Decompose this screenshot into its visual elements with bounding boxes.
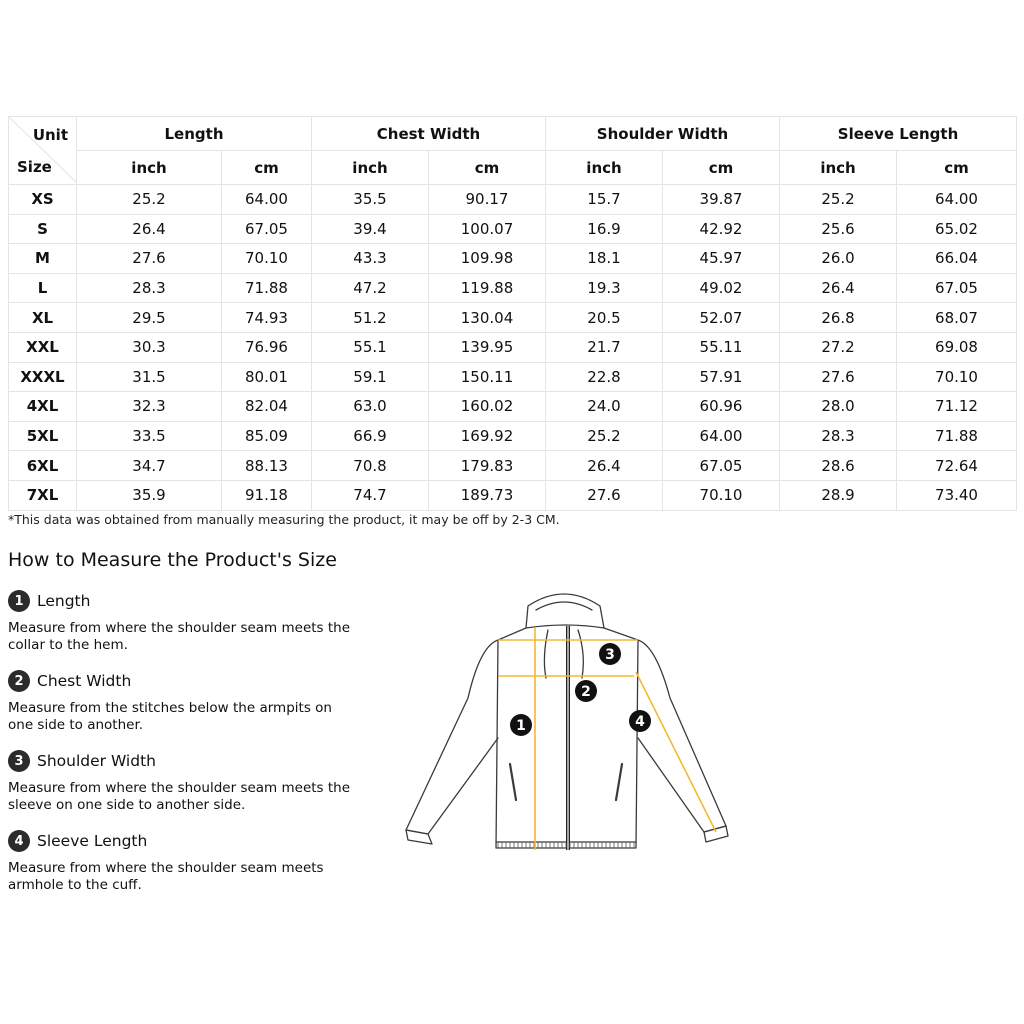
measurement-cell: 74.7 bbox=[312, 480, 429, 510]
svg-text:3: 3 bbox=[605, 647, 615, 663]
marker-1 bbox=[510, 714, 532, 736]
step-sleeve-length bbox=[8, 830, 368, 894]
measurement-cell: 82.04 bbox=[222, 392, 312, 422]
measurement-note: *This data was obtained from manually measuring the product, it may be off by 2-3 CM. bbox=[8, 512, 560, 527]
size-cell: 7XL bbox=[9, 480, 77, 510]
table-row bbox=[9, 480, 1017, 510]
measurement-cell: 100.07 bbox=[429, 214, 546, 244]
table-body bbox=[9, 185, 1017, 511]
measurement-cell: 64.00 bbox=[663, 421, 780, 451]
header-length: Length bbox=[77, 117, 312, 151]
measurement-cell: 80.01 bbox=[222, 362, 312, 392]
guide-title: How to Measure the Product's Size bbox=[8, 549, 337, 571]
step-description: Measure from the stitches below the armpits on one side to another. bbox=[8, 700, 332, 733]
measurement-cell: 71.88 bbox=[222, 273, 312, 303]
unit-header: inch bbox=[546, 151, 663, 185]
measurement-cell: 27.2 bbox=[780, 332, 897, 362]
measurement-cell: 52.07 bbox=[663, 303, 780, 333]
measurement-cell: 65.02 bbox=[897, 214, 1017, 244]
measurement-cell: 88.13 bbox=[222, 451, 312, 481]
measurement-cell: 31.5 bbox=[77, 362, 222, 392]
size-cell: XXXL bbox=[9, 362, 77, 392]
measurement-cell: 179.83 bbox=[429, 451, 546, 481]
step-label: Shoulder Width bbox=[37, 752, 156, 770]
measurement-cell: 30.3 bbox=[77, 332, 222, 362]
measurement-cell: 70.10 bbox=[663, 480, 780, 510]
measurement-cell: 33.5 bbox=[77, 421, 222, 451]
measurement-cell: 25.2 bbox=[77, 185, 222, 215]
table-row bbox=[9, 244, 1017, 274]
measurement-cell: 67.05 bbox=[222, 214, 312, 244]
measurement-cell: 39.4 bbox=[312, 214, 429, 244]
measurement-cell: 25.2 bbox=[546, 421, 663, 451]
measurement-cell: 28.3 bbox=[780, 421, 897, 451]
measurement-cell: 59.1 bbox=[312, 362, 429, 392]
table-row bbox=[9, 332, 1017, 362]
table-row bbox=[9, 451, 1017, 481]
measurement-cell: 25.6 bbox=[780, 214, 897, 244]
measurement-cell: 16.9 bbox=[546, 214, 663, 244]
measurement-cell: 28.3 bbox=[77, 273, 222, 303]
measurement-cell: 72.64 bbox=[897, 451, 1017, 481]
size-cell: S bbox=[9, 214, 77, 244]
marker-2 bbox=[575, 680, 597, 702]
measurement-cell: 73.40 bbox=[897, 480, 1017, 510]
table-row bbox=[9, 421, 1017, 451]
step-label: Length bbox=[37, 592, 91, 610]
header-chest-width: Chest Width bbox=[312, 117, 546, 151]
svg-text:4: 4 bbox=[635, 714, 645, 730]
measurement-cell: 15.7 bbox=[546, 185, 663, 215]
measurement-cell: 55.1 bbox=[312, 332, 429, 362]
measurement-cell: 43.3 bbox=[312, 244, 429, 274]
header-shoulder-width: Shoulder Width bbox=[546, 117, 780, 151]
measurement-cell: 26.0 bbox=[780, 244, 897, 274]
size-chart-table bbox=[8, 116, 1017, 511]
measurement-cell: 26.4 bbox=[780, 273, 897, 303]
measurement-cell: 21.7 bbox=[546, 332, 663, 362]
measurement-cell: 139.95 bbox=[429, 332, 546, 362]
unit-header: cm bbox=[222, 151, 312, 185]
step-shoulder-width bbox=[8, 750, 368, 814]
measurement-cell: 27.6 bbox=[546, 480, 663, 510]
size-cell: XS bbox=[9, 185, 77, 215]
measurement-cell: 28.6 bbox=[780, 451, 897, 481]
measurement-cell: 63.0 bbox=[312, 392, 429, 422]
measurement-cell: 66.9 bbox=[312, 421, 429, 451]
table-row bbox=[9, 273, 1017, 303]
measurement-cell: 119.88 bbox=[429, 273, 546, 303]
unit-header: cm bbox=[897, 151, 1017, 185]
unit-size-corner-cell bbox=[9, 117, 77, 185]
measurement-cell: 34.7 bbox=[77, 451, 222, 481]
unit-header: inch bbox=[780, 151, 897, 185]
size-cell: XXL bbox=[9, 332, 77, 362]
measurement-cell: 26.4 bbox=[546, 451, 663, 481]
measurement-cell: 35.5 bbox=[312, 185, 429, 215]
measurement-cell: 70.10 bbox=[222, 244, 312, 274]
measurement-cell: 27.6 bbox=[780, 362, 897, 392]
measurement-cell: 189.73 bbox=[429, 480, 546, 510]
svg-text:2: 2 bbox=[581, 684, 591, 700]
measurement-cell: 28.9 bbox=[780, 480, 897, 510]
step-number-badge: 1 bbox=[8, 590, 30, 612]
size-cell: XL bbox=[9, 303, 77, 333]
step-label: Sleeve Length bbox=[37, 832, 148, 850]
size-cell: 6XL bbox=[9, 451, 77, 481]
size-label: Size bbox=[17, 158, 52, 176]
measurement-cell: 51.2 bbox=[312, 303, 429, 333]
measurement-cell: 150.11 bbox=[429, 362, 546, 392]
measurement-cell: 49.02 bbox=[663, 273, 780, 303]
measurement-cell: 71.12 bbox=[897, 392, 1017, 422]
measurement-cell: 70.8 bbox=[312, 451, 429, 481]
measurement-cell: 76.96 bbox=[222, 332, 312, 362]
unit-header: inch bbox=[312, 151, 429, 185]
step-number-badge: 3 bbox=[8, 750, 30, 772]
measurement-cell: 67.05 bbox=[897, 273, 1017, 303]
step-description: Measure from where the shoulder seam meets the collar to the hem. bbox=[8, 620, 351, 653]
jacket-diagram bbox=[398, 588, 738, 858]
measurement-cell: 26.4 bbox=[77, 214, 222, 244]
measurement-cell: 68.07 bbox=[897, 303, 1017, 333]
measurement-cell: 71.88 bbox=[897, 421, 1017, 451]
measurement-cell: 35.9 bbox=[77, 480, 222, 510]
measurement-cell: 85.09 bbox=[222, 421, 312, 451]
header-sleeve-length: Sleeve Length bbox=[780, 117, 1017, 151]
step-label: Chest Width bbox=[37, 672, 132, 690]
measurement-cell: 130.04 bbox=[429, 303, 546, 333]
size-cell: 4XL bbox=[9, 392, 77, 422]
measurement-cell: 22.8 bbox=[546, 362, 663, 392]
table-row bbox=[9, 214, 1017, 244]
table-row bbox=[9, 303, 1017, 333]
measurement-cell: 169.92 bbox=[429, 421, 546, 451]
table-row bbox=[9, 362, 1017, 392]
size-cell: 5XL bbox=[9, 421, 77, 451]
measurement-cell: 32.3 bbox=[77, 392, 222, 422]
measurement-cell: 19.3 bbox=[546, 273, 663, 303]
measurement-cell: 20.5 bbox=[546, 303, 663, 333]
marker-4 bbox=[629, 710, 651, 732]
measurement-cell: 28.0 bbox=[780, 392, 897, 422]
measurement-cell: 47.2 bbox=[312, 273, 429, 303]
step-chest-width bbox=[8, 670, 368, 734]
measurement-cell: 29.5 bbox=[77, 303, 222, 333]
hem-ribbing bbox=[498, 842, 634, 848]
step-number-badge: 4 bbox=[8, 830, 30, 852]
measurement-cell: 27.6 bbox=[77, 244, 222, 274]
measurement-cell: 39.87 bbox=[663, 185, 780, 215]
measurement-cell: 26.8 bbox=[780, 303, 897, 333]
measurement-cell: 45.97 bbox=[663, 244, 780, 274]
measurement-cell: 69.08 bbox=[897, 332, 1017, 362]
unit-header: cm bbox=[663, 151, 780, 185]
step-description: Measure from where the shoulder seam meets armhole to the cuff. bbox=[8, 860, 324, 893]
measurement-cell: 91.18 bbox=[222, 480, 312, 510]
marker-3 bbox=[599, 643, 621, 665]
measurement-cell: 18.1 bbox=[546, 244, 663, 274]
unit-header: cm bbox=[429, 151, 546, 185]
measurement-cell: 64.00 bbox=[897, 185, 1017, 215]
measurement-cell: 74.93 bbox=[222, 303, 312, 333]
measurement-cell: 160.02 bbox=[429, 392, 546, 422]
measurement-cell: 57.91 bbox=[663, 362, 780, 392]
measurement-cell: 55.11 bbox=[663, 332, 780, 362]
measurement-cell: 109.98 bbox=[429, 244, 546, 274]
step-description: Measure from where the shoulder seam meets the sleeve on one side to another side. bbox=[8, 780, 351, 813]
measurement-cell: 66.04 bbox=[897, 244, 1017, 274]
size-cell: M bbox=[9, 244, 77, 274]
measurement-cell: 25.2 bbox=[780, 185, 897, 215]
measurement-cell: 24.0 bbox=[546, 392, 663, 422]
measurement-cell: 60.96 bbox=[663, 392, 780, 422]
step-length bbox=[8, 590, 368, 654]
unit-header: inch bbox=[77, 151, 222, 185]
table-row bbox=[9, 185, 1017, 215]
step-number-badge: 2 bbox=[8, 670, 30, 692]
table-row bbox=[9, 392, 1017, 422]
measurement-cell: 67.05 bbox=[663, 451, 780, 481]
measurement-cell: 70.10 bbox=[897, 362, 1017, 392]
measurement-cell: 42.92 bbox=[663, 214, 780, 244]
measurement-cell: 64.00 bbox=[222, 185, 312, 215]
measurement-cell: 90.17 bbox=[429, 185, 546, 215]
unit-label: Unit bbox=[32, 126, 68, 144]
svg-text:1: 1 bbox=[516, 718, 526, 734]
size-cell: L bbox=[9, 273, 77, 303]
